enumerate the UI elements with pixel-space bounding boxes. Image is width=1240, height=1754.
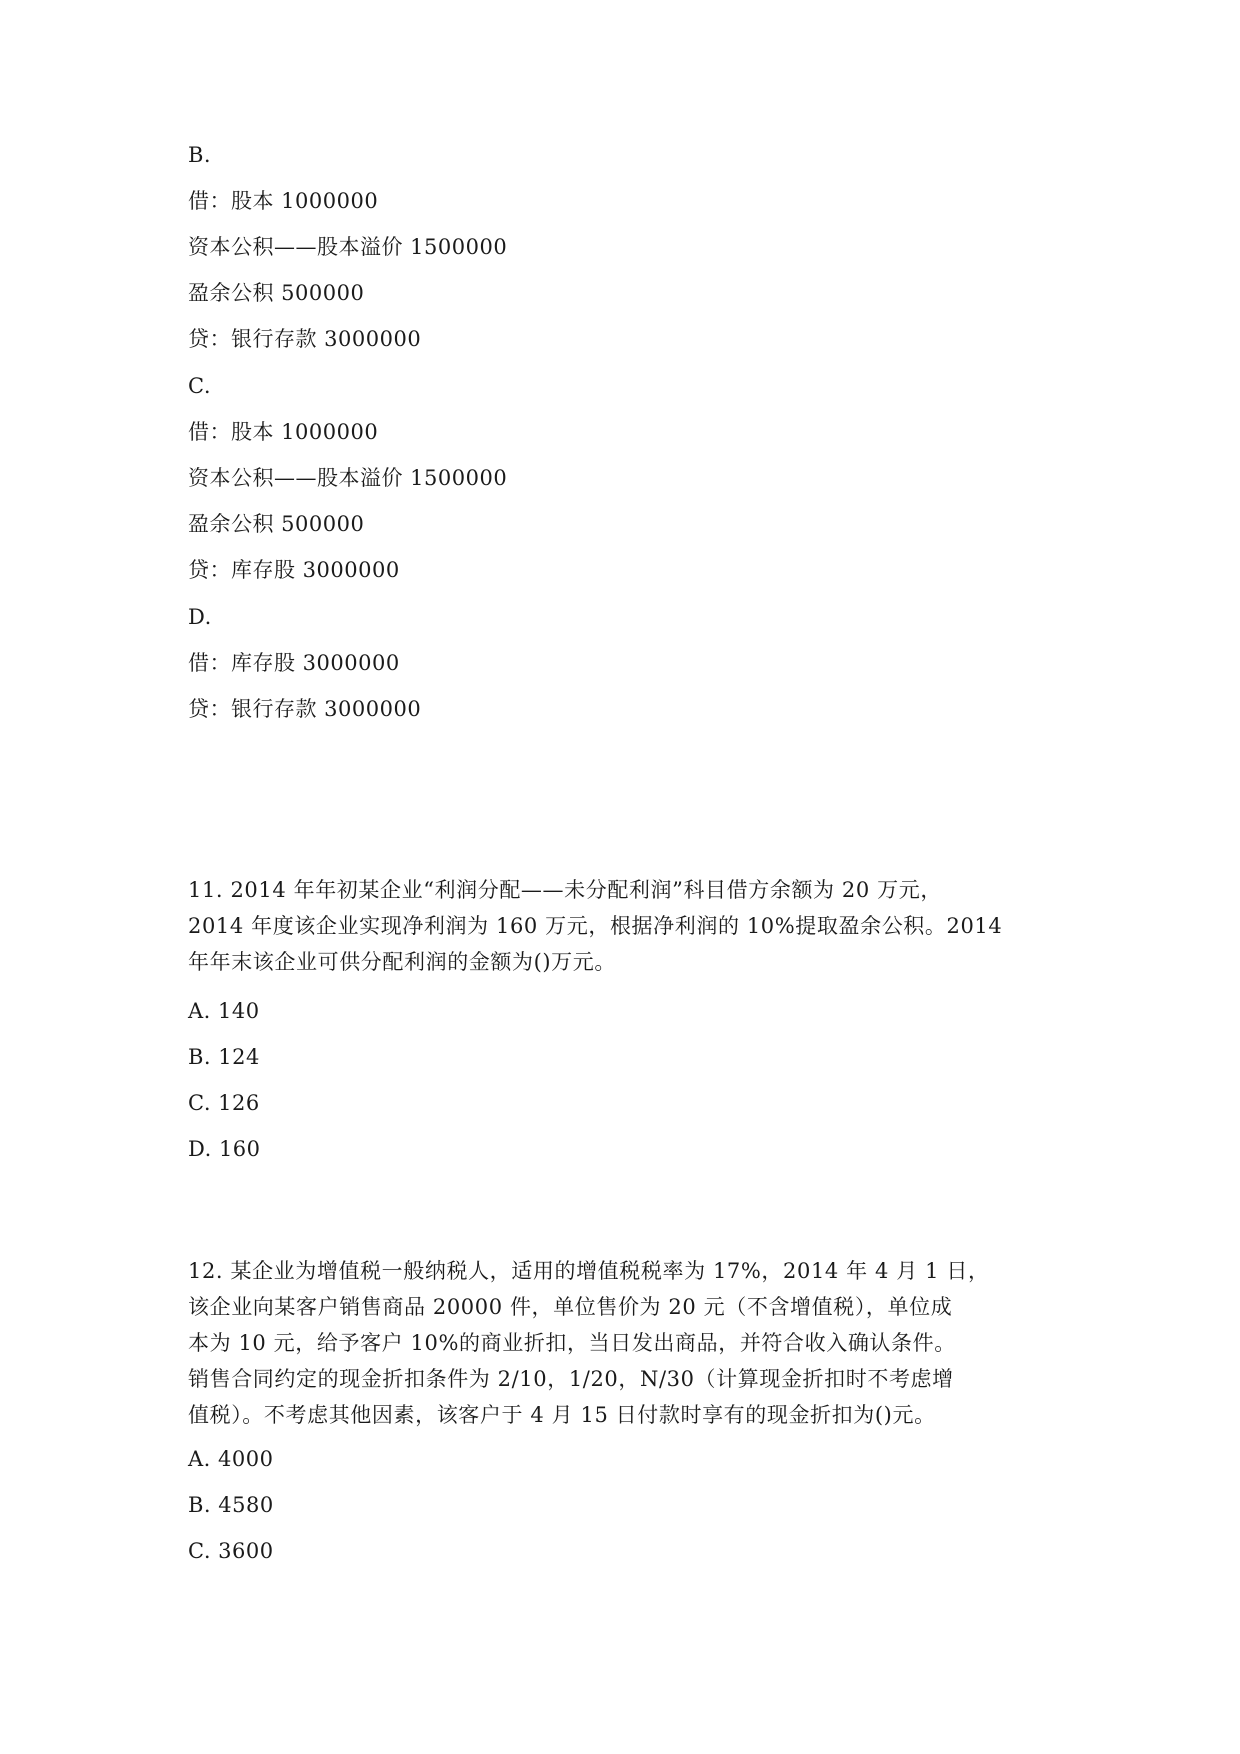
question-11-stem-line-3: 年年末该企业可供分配利润的金额为()万元。 <box>188 950 616 974</box>
question-12-option-a: A. 4000 <box>188 1447 274 1471</box>
question-12-option-c: C. 3600 <box>188 1539 274 1563</box>
question-12-stem-line-4: 销售合同约定的现金折扣条件为 2/10，1/20，N/30（计算现金折扣时不考虑增 <box>188 1367 954 1391</box>
option-d-line-1: 借：库存股 3000000 <box>188 651 400 675</box>
question-11-option-d: D. 160 <box>188 1137 261 1161</box>
question-11-stem <box>188 872 1058 980</box>
option-c-line-3: 盈余公积 500000 <box>188 512 365 536</box>
question-11-option-a: A. 140 <box>188 999 260 1023</box>
question-11-option-c: C. 126 <box>188 1091 260 1115</box>
option-d-line-2: 贷：银行存款 3000000 <box>188 697 422 721</box>
option-b-line-3: 盈余公积 500000 <box>188 281 365 305</box>
question-11-stem-line-2: 2014 年度该企业实现净利润为 160 万元，根据净利润的 10%提取盈余公积。2014 <box>188 914 1003 938</box>
question-12-stem-line-1: 12. 某企业为增值税一般纳税人，适用的增值税税率为 17%，2014 年 4 月 1 日， <box>188 1259 990 1283</box>
question-11-stem-line-1: 11. 2014 年年初某企业“利润分配——未分配利润”科目借方余额为 20 万元， <box>188 878 942 902</box>
option-c-line-2: 资本公积——股本溢价 1500000 <box>188 466 508 490</box>
question-12-option-b: B. 4580 <box>188 1493 274 1517</box>
question-12-stem-line-2: 该企业向某客户销售商品 20000 件，单位售价为 20 元（不含增值税），单位成 <box>188 1295 953 1319</box>
option-b-line-2: 资本公积——股本溢价 1500000 <box>188 235 508 259</box>
option-c-line-4: 贷：库存股 3000000 <box>188 558 400 582</box>
option-d-label: D. <box>188 605 212 629</box>
option-c-label: C. <box>188 374 211 398</box>
question-12-stem-line-3: 本为 10 元，给予客户 10%的商业折扣，当日发出商品，并符合收入确认条件。 <box>188 1331 956 1355</box>
question-11-option-b: B. 124 <box>188 1045 260 1069</box>
option-b-label: B. <box>188 143 212 167</box>
question-12-stem <box>188 1253 1058 1433</box>
option-b-line-1: 借：股本 1000000 <box>188 189 379 213</box>
option-c-line-1: 借：股本 1000000 <box>188 420 379 444</box>
question-12-stem-line-5: 值税）。不考虑其他因素，该客户于 4 月 15 日付款时享有的现金折扣为()元。 <box>188 1403 936 1427</box>
option-b-line-4: 贷：银行存款 3000000 <box>188 327 422 351</box>
